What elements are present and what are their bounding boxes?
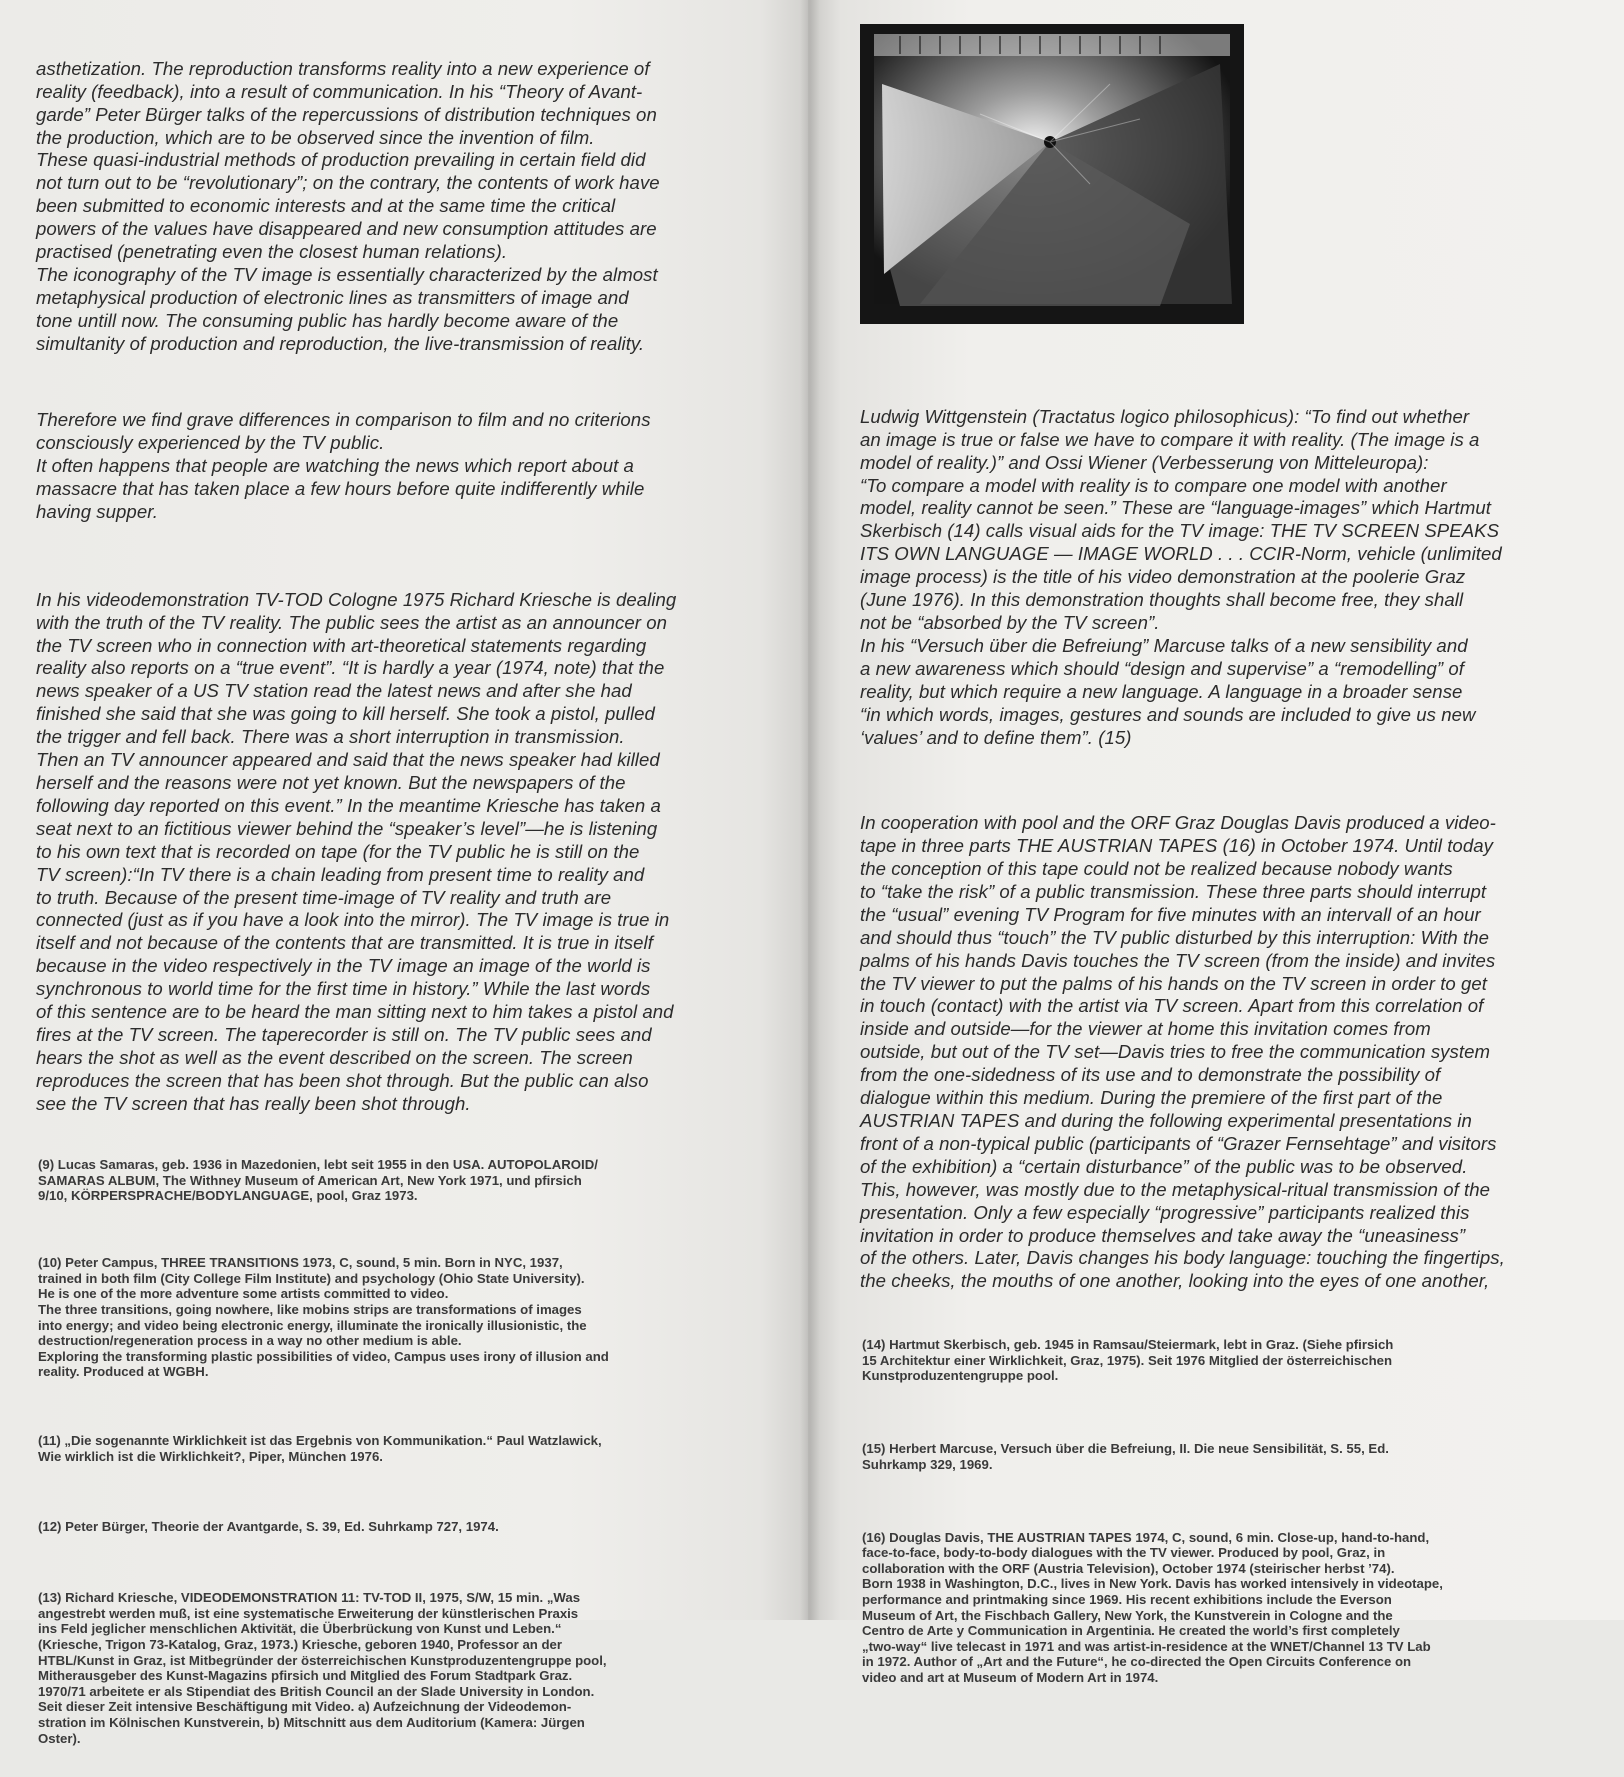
left-body-text: [36, 12, 796, 1161]
tv-screen-photo: [860, 24, 1244, 324]
footnote-10: (10) Peter Campus, THREE TRANSITIONS 1973, C, sound, 5 min. Born in NYC, 1937, trained in both film (City College Film Institute) and psychology (Ohio State University). He is one of the more adventure some artists committed to video. The three transitions, going nowhere, like mobins strips are transformations of images into energy; and video being electronic energy, illuminate the ironically illusionistic, the destruction/regeneration process in a way no other medium is able. Exploring the transforming plastic possibilities of video, Campus uses irony of illusion and reality. Produced at WGBH.: [38, 1255, 609, 1380]
footnote-11: (11) „Die sogenannte Wirklichkeit ist das Ergebnis von Kommunikation.“ Paul Watzlawick, Wie wirklich ist die Wirklichkeit?, Piper, München 1976.: [38, 1433, 602, 1464]
left-footnotes: [38, 1126, 778, 1777]
paragraph: Ludwig Wittgenstein (Tractatus logico philosophicus): “To find out whether an image is true or false we have to compare it with reality. (The image is a model of reality.)” and Ossi Wiener (Verbesserung von Mitteleuropa): “To compare a model with reality is to compare one model with another model, reality cannot be seen.” These are “language-images” which Hartmut Skerbisch (14) calls visual aids for the TV image: THE TV SCREEN SPEAKS ITS OWN LANGUAGE — IMAGE WORLD . . . CCIR-Norm, vehicle (unlimited image process) is the title of his video demonstration at the poolerie Graz (June 1976). In this demonstration thoughts shall become free, they shall not be “absorbed by the TV screen”. In his “Versuch über die Befreiung” Marcuse talks of a new sensibility and a new awareness which should “design and supervise” a “remodelling” of reality, but which require a new language. A language in a broader sense “in which words, images, gestures and sounds are included to give us new ‘values’ and to define them”. (15): [860, 405, 1502, 748]
paragraph: Therefore we find grave differences in comparison to film and no criterions consciously experienced by the TV public. It often happens that people are watching the news which report about a massacre that has taken place a few hours before quite indifferently while having supper.: [36, 409, 651, 523]
footnote-14: (14) Hartmut Skerbisch, geb. 1945 in Ramsau/Steiermark, lebt in Graz. (Siehe pfirsich 15 Architektur einer Wirklichkeit, Graz, 1975). Seit 1976 Mitglied der österreichischen Kunstproduzentengruppe pool.: [862, 1337, 1394, 1384]
paragraph: In cooperation with pool and the ORF Graz Douglas Davis produced a video- tape in three parts THE AUSTRIAN TAPES (16) in October 1974. Until today the conception of this tape could not be realized because nobody wants to “take the risk” of a public transmission. These three parts should interrupt the “usual” evening TV Program for five minutes with an intervall of an hour and should thus “touch” the TV public disturbed by this interruption: With the palms of his hands Davis touches the TV screen (from the inside) and invites the TV viewer to put the palms of his hands on the TV screen in order to get in touch (contact) with the artist via TV screen. Apart from this correlation of inside and outside—for the viewer at home this invitation comes from outside, but out of the TV set—Davis tries to free the communication system from the one-sidedness of its use and to demonstrate the possibility of dialogue within this medium. During the premiere of the first part of the AUSTRIAN TAPES and during the following experimental presentations in front of a non-typical public (participants of “Grazer Fernsehtage” and visitors of the exhibition) a “certain disturbance” of the public was to be observed. This, however, was mostly due to the metaphysical-ritual transmission of the presentation. Only a few especially “progressive” participants realized this invitation in order to produce themselves and take away the “uneasiness” of the others. Later, Davis changes his body language: touching the fingertips, the cheeks, the mouths of one another, looking into the eyes of one another,: [860, 812, 1505, 1292]
book-gutter: [800, 0, 820, 1620]
footnote-9: (9) Lucas Samaras, geb. 1936 in Mazedonien, lebt seit 1955 in den USA. AUTOPOLAROID/ SAMARAS ALBUM, The Withney Museum of American Art, New York 1971, und pfirsich 9/10, KÖRPERSPRACHE/BODYLANGUAGE, pool, Graz 1973.: [38, 1157, 598, 1204]
footnote-12: (12) Peter Bürger, Theorie der Avantgarde, S. 39, Ed. Suhrkamp 727, 1974.: [38, 1519, 499, 1535]
footnote-15: (15) Herbert Marcuse, Versuch über die Befreiung, II. Die neue Sensibilität, S. 55, Ed. Suhrkamp 329, 1969.: [862, 1441, 1389, 1472]
footnote-16: (16) Douglas Davis, THE AUSTRIAN TAPES 1974, C, sound, 6 min. Close-up, hand-to-hand, face-to-face, body-to-body dialogues with the TV viewer. Produced by pool, Graz, in collaboration with the ORF (Austria Television), October 1974 (steirischer herbst ’74). Born 1938 in Washington, D.C., lives in New York. Davis has worked intensively in videotape, performance and printmaking since 1969. His recent exhibitions include the Everson Museum of Art, the Fischbach Gallery, New York, the Kunstverein in Cologne and the Centro de Arte y Communication in Argentinia. He created the world’s first completely „two-way“ live telecast in 1971 and was artist-in-residence at the WNET/Channel 13 TV Lab in 1972. Author of „Art and the Future“, he co-directed the Open Circuits Conference on video and art at Museum of Modern Art in 1974.: [862, 1529, 1443, 1685]
right-body-text: [860, 360, 1620, 1339]
paragraph: In his videodemonstration TV-TOD Cologne 1975 Richard Kriesche is dealing with the truth of the TV reality. The public sees the artist as an announcer on the TV screen who in connection with art-theoretical statements regarding reality also reports on a “true event”. “It is hardly a year (1974, note) that the news speaker of a US TV station read the latest news and after she had finished she said that she was going to kill herself. She took a pistol, pulled the trigger and fell back. There was a short interruption in transmission. Then an TV announcer appeared and said that the news speaker had killed herself and the reasons were not yet known. But the newspapers of the following day reported on this event.” In the meantime Kriesche has taken a seat next to an fictitious viewer behind the “speaker’s level”—he is listening to his own text that is recorded on tape (for the TV public he is still on the TV screen):“In TV there is a chain leading from present time to reality and to truth. Because of the present time-image of TV reality and truth are connected (just as if you have a look into the mirror). The TV image is true in itself and not because of the contents that are transmitted. It is true in itself because in the video respectively in the TV image an image of the world is synchronous to world time for the first time in history.” While the last words of this sentence are to be heard the man sitting next to him takes a pistol and fires at the TV screen. The taperecorder is still on. The TV public sees and hears the shot as well as the event described on the screen. The screen reproduces the screen that has been shot through. But the public can also see the TV screen that has really been shot through.: [36, 588, 677, 1114]
footnote-13: (13) Richard Kriesche, VIDEODEMONSTRATION 11: TV-TOD II, 1975, S/W, 15 min. „Was angestrebt werden muß, ist eine systematische Erweiterung der künstlerischen Praxis ins Feld jeglicher menschlichen Aktivität, die Überbrückung von Kunst und Leben.“ (Kriesche, Trigon 73-Katalog, Graz, 1973.) Kriesche, geboren 1940, Professor an der HTBL/Kunst in Graz, ist Mitbegründer der österreichischen Kunstproduzentengruppe pool, Mitherausgeber des Kunst-Magazins pfirsich und Mitglied des Forum Stadtpark Graz. 1970/71 arbeitete er als Stipendiat des British Council an der Slade University in London. Seit dieser Zeit intensive Beschäftigung mit Video. a) Aufzeichnung der Videodemon- stration im Kölnischen Kunstverein, b) Mitschnitt aus dem Auditorium (Kamera: Jürgen Oster).: [38, 1590, 607, 1746]
paragraph: asthetization. The reproduction transforms reality into a new experience of reality (feedback), into a result of communication. In his “Theory of Avant- garde” Peter Bürger talks of the repercussions of distribution techniques on the production, which are to be observed since the invention of film. These quasi-industrial methods of production prevailing in certain field did not turn out to be “revolutionary”; on the contrary, the contents of work have been submitted to economic interests and at the same time the critical powers of the values have disappeared and new consumption attitudes are practised (penetrating even the closest human relations). The iconography of the TV image is essentially characterized by the almost metaphysical production of electronic lines as transmitters of image and tone untill now. The consuming public has hardly become aware of the simultanity of production and reproduction, the live-transmission of reality.: [36, 57, 660, 354]
right-footnotes: [862, 1306, 1602, 1717]
tv-screen-image: [860, 24, 1244, 324]
